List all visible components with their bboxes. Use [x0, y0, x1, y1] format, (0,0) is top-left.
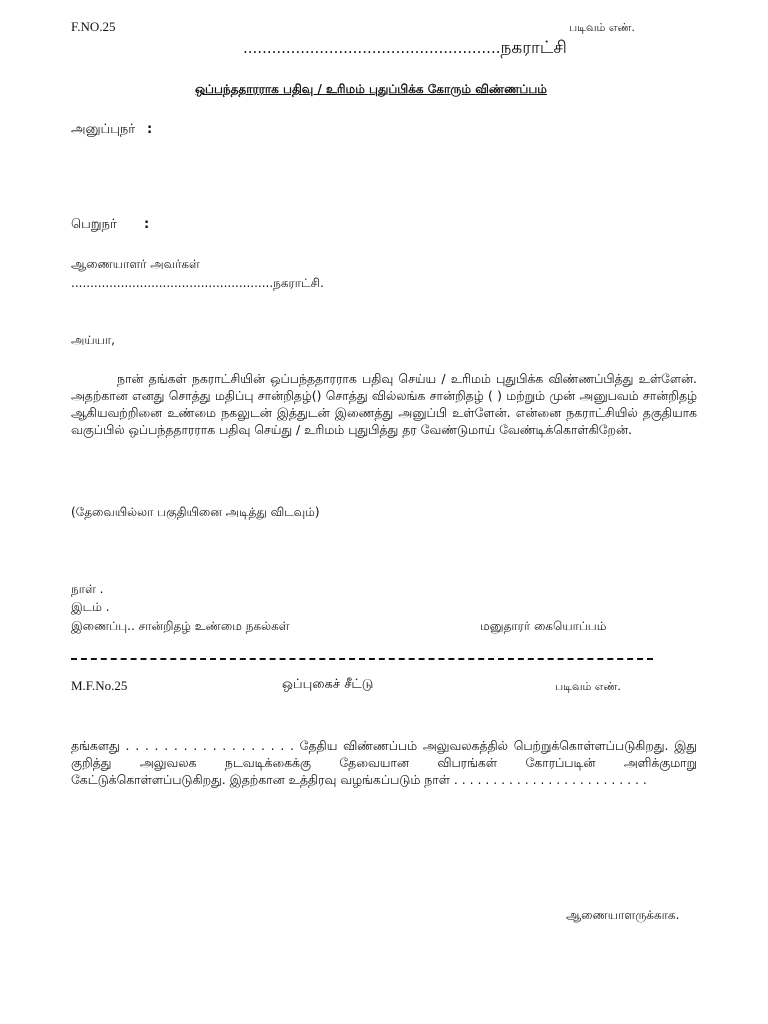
receiver-title: ஆணையாளர் அவர்கள்: [71, 257, 200, 271]
salutation: அய்யா,: [71, 333, 115, 347]
letter-body-text: நான் தங்கள் நகராட்சியின் ஒப்பந்ததாரராக பதிவு செய்ய / உரிமம் புதுபிக்க விண்ணப்பித்து உள்ளேன். அதற்கான எனது சொத்து மதிப்பு சான்றிதழ்() சொத்து வில்லங்க சான்றிதழ் ( ) மற்றும் முன் அனுபவம் சான்றிதழ் ஆகியவற்றினை உண்மை நகலுடன் இத்துடன் இணைத்து அனுப்பி உள்ளேன். என்னை நகராட்சியில் தகுதியாக வகுப்பில் ஒப்பந்ததாரராக பதிவு செய்து / உரிமம் புதுபித்து தர வேண்டுமாய் வேண்டிக்கொள்கிறேன்.: [71, 371, 697, 437]
strike-out-note: (தேவையில்லா பகுதியினை அடித்து விடவும்): [71, 505, 320, 519]
receipt-title: ஒப்புகைச் சீட்டு: [282, 677, 374, 692]
form-number-label: படிவம் எண்.: [569, 21, 635, 34]
receiver-colon: :: [144, 217, 150, 232]
receiver-municipality-dots: .....................................................: [71, 276, 274, 290]
receiver-label: பெறுநர்: [71, 217, 117, 232]
sender-colon: :: [147, 122, 153, 137]
receipt-form-number-label: படிவம் எண்.: [555, 680, 621, 693]
receipt-body: தங்களது . . . . . . . . . . . . . . . . . . தேதிய விண்ணப்பம் அலுவலகத்தில் பெற்றுக்கொள்ளப்படுகிறது. இது குறித்து அலுவலக நடவடிக்கைக்கு தேவையான விபரங்கள் கோரப்படின் அளிக்குமாறு கேட்டுக்கொள்ளப்படுகிறது. இதற்கான உத்திரவு வழங்கப்படும் நாள் . . . . . . . . . . . . . . . . . . . . . . . . .: [71, 738, 697, 787]
date-label: நாள் .: [71, 582, 104, 596]
receipt-file-number: M.F.No.25: [71, 678, 128, 693]
applicant-signature-label: மனுதாரர் கையொப்பம்: [480, 619, 607, 633]
receiver-municipality: [71, 276, 324, 292]
enclosure-label: இணைப்பு.. சான்றிதழ் உண்மை நகல்கள்: [71, 619, 290, 633]
municipality-title: [243, 38, 567, 60]
sender-label: அனுப்புநர்: [71, 122, 136, 137]
municipality-word: நகராட்சி: [500, 38, 567, 58]
form-subject: ஒப்பந்ததாரராக பதிவு / உரிமம் புதுப்பிக்க கோரும் விண்ணப்பம்: [195, 82, 547, 96]
letter-body: [71, 370, 697, 438]
municipality-dots: ......................................................: [243, 39, 501, 57]
commissioner-signoff: ஆணையாளருக்காக.: [566, 908, 680, 922]
place-label: இடம் .: [71, 600, 110, 614]
file-number: F.NO.25: [71, 19, 116, 34]
cut-line-divider: [71, 658, 653, 660]
receiver-municipality-word: நகராட்சி.: [273, 276, 324, 290]
